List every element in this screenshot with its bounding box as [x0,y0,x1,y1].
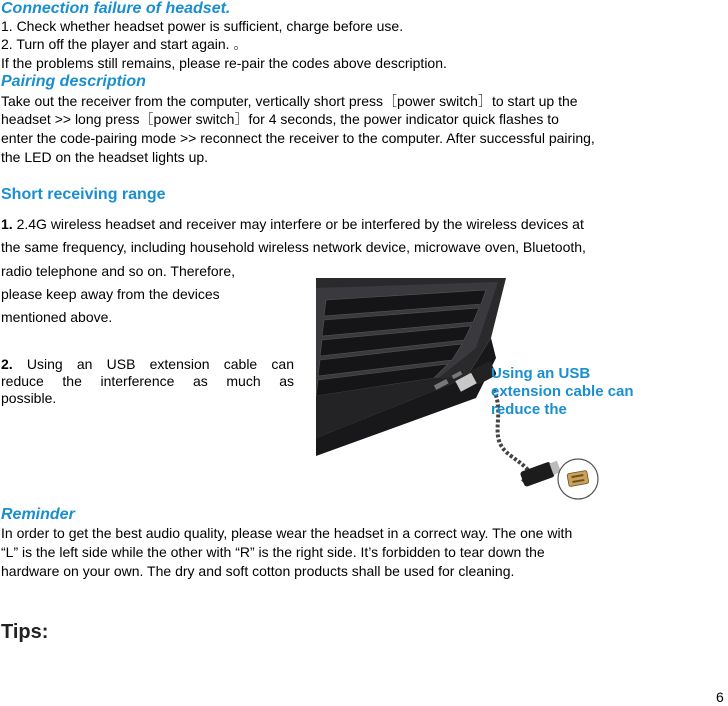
item-2-line-2: reduce the interference as much as [1,373,294,389]
item-1-number: 1. [1,216,13,232]
connection-line-2: 2. Turn off the player and start again. 。 [1,36,248,52]
short-range-heading: Short receiving range [1,186,166,203]
item-2-line-3: possible. [1,390,57,406]
item-2-number: 2. [1,356,13,372]
reminder-heading: Reminder [1,506,75,523]
pairing-heading: Pairing description [1,73,146,90]
reminder-line-3: hardware on your own. The dry and soft cotton products shall be used for cleaning. [1,563,515,579]
usb-callout-line-2: extension cable can [491,383,634,400]
pairing-line-2: headset >> long press［power switch］for 4 seconds, the power indicator quick flashes to [1,111,559,127]
page-number: 6 [716,689,724,705]
pairing-line-4: the LED on the headset lights up. [1,149,209,165]
connection-heading: Connection failure of headset. [1,0,231,17]
item-2-line-1: Using an USB extension cable can [12,356,294,372]
usb-socket-icon [520,459,562,487]
reminder-line-2: “L” is the left side while the other with “R” is the right side. It’s forbidden to tear down the [1,544,545,560]
usb-callout-line-1: Using an USB [491,365,591,382]
reminder-line-1: In order to get the best audio quality, please wear the headset in a correct way. The one with [1,525,573,541]
short-range-item-2 [1,356,294,407]
item-1-line-5: mentioned above. [1,309,113,326]
item-1-line-3: radio telephone and so on. Therefore, [1,262,236,279]
usb-callout [491,365,634,419]
pairing-line-1: Take out the receiver from the computer, vertically short press［power switch］to start up the [1,93,578,109]
usb-callout-line-3: reduce the [491,401,567,418]
item-1-line-1: 2.4G wireless headset and receiver may interfere or be interfered by the wireless devices at [12,216,584,232]
pairing-line-3: enter the code-pairing mode >> reconnect the receiver to the computer. After successful pairing, [1,130,595,146]
item-1-line-2: the same frequency, including household wireless network device, microwave oven, Bluetooth, [1,239,586,256]
connection-line-3: If the problems still remains, please re-pair the codes above description. [1,55,447,71]
item-1-line-4: please keep away from the devices [1,285,220,302]
tips-heading: Tips: [1,621,49,643]
connection-line-1: 1. Check whether headset power is sufficient, charge before use. [1,18,404,34]
